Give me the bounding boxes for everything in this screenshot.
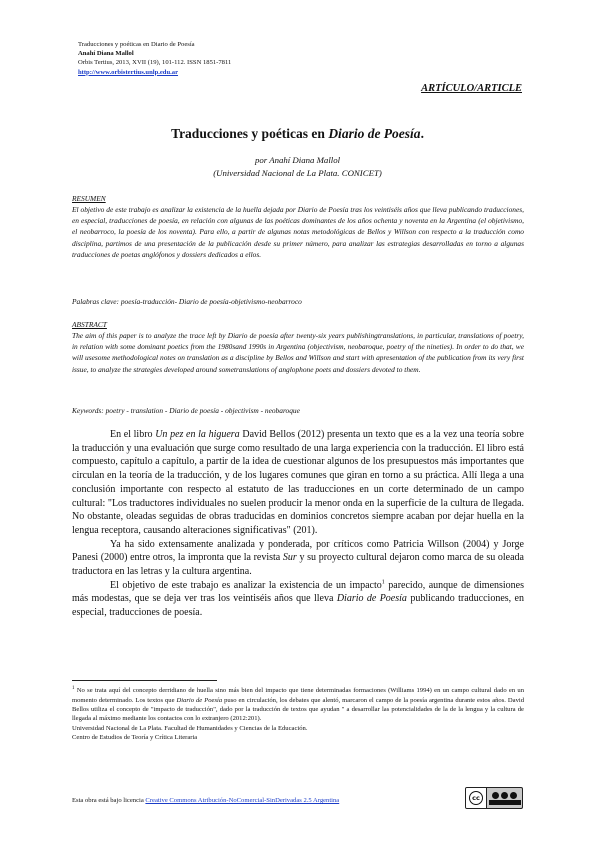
body-paragraph (72, 428, 524, 538)
header-article-title: Traducciones y poéticas en Diario de Poesía (78, 41, 195, 48)
nd-icon (510, 792, 517, 799)
abstract-text: The aim of this paper is to analyze the trace left by Diario de poesía after twenty-six years publishingtranslations, in particular, translations of poetry, in relation with some dominant poetics from the 1980sand 1990s in Argentina (objectivism, neobaroque, poetry of the nineties). In order to do that, we will usesome methodological notes on translation as a discipline by Bellos and Willson and start with apresentation of the publication from its very first issue, to analyze the strategies developed around sometranslations of anglophone poets and dossiers devoted to them. (72, 331, 524, 374)
institution-line: Centro de Estudios de Teoría y Crítica Literaria (72, 734, 198, 742)
footnote (72, 684, 524, 743)
body-text-run: publicando traducciones, en especial, traducciones de poesía. (72, 593, 525, 619)
body-paragraph (72, 538, 524, 579)
cc-terms-bar (489, 800, 521, 805)
author-affiliation: (Universidad Nacional de La Plata. CONICET) (213, 168, 382, 178)
body-paragraph (72, 579, 524, 620)
cc-icon: cc (469, 791, 483, 805)
cc-terms (487, 788, 522, 808)
title-italic: Diario de Poesía (328, 126, 421, 141)
footnote-italic: Diario de Poesía (176, 696, 223, 704)
header-author: Anahí Diana Mallol (78, 50, 134, 58)
abstract-label: ABSTRACT (72, 320, 107, 329)
section-label: ARTÍCULO/ARTICLE (421, 83, 522, 94)
body-text-run: y su proyecto cultural dejaron como marca de su oleada traductora en las letras y la cultura argentina. (72, 552, 524, 578)
cc-terms-icons (492, 792, 517, 799)
license-line (72, 797, 339, 804)
institution-line: Universidad Nacional de La Plata. Facultad de Humanidades y Ciencias de la Educación. (72, 724, 308, 732)
license-link[interactable]: Creative Commons Atribución-NoComercial-SinDerivadas 2.5 Argentina (145, 797, 340, 804)
body-text-run: En el libro (110, 429, 156, 440)
journal-header (78, 40, 231, 77)
author-block (0, 154, 595, 180)
nc-icon (501, 792, 508, 799)
resumen-label: RESUMEN (72, 194, 106, 203)
footnote-divider (72, 680, 217, 681)
footnote-run: No se trata aquí del concepto derridiano de huella sino más bien del impacto que tiene determinadas formaciones (Williams 1994) en un campo cultural dado en un momento determinado. Los textos que (72, 687, 524, 704)
footnote-run: puso en circulación, los debates que alentó, marcaron el campo de la poesía argentina durante estos años. David Bellos utiliza el concepto de "impacto de traducción", dado por la traducción de textos que ayudan " a desarrollar las potencialidades de la de la lengua y la cultura de llegada al máximo mediante los contactos con lo extranjero (2012:201). (72, 696, 524, 723)
header-citation: Orbis Tertius, 2013, XVII (19), 101-112. ISSN 1851-7811 (78, 59, 232, 67)
journal-name: Sur (282, 552, 297, 564)
journal-link[interactable]: http://www.orbistertius.unlp.edu.ar (78, 68, 179, 76)
resumen-text: El objetivo de este trabajo es analizar la existencia de la huella dejada por Diario de Poesía tras los veintiséis años que lleva publicando traducciones, en especial, traducciones de poesía, en relación con algunas de las poéticas dominantes de los años ochenta y noventa en la Argentina (el objetivismo, el neobarroco, la poesía de los noventa). Para ello, a partir de algunas notas metodológicas de Bellos y Willson con respecto a la traducción como disciplina, partimos de una presentación de la publicación desde su primer número, para analizar las estrategias desarrolladas en torno a algunas traducciones de poetas anglófonos y dossiers dedicados a ellos. (72, 205, 524, 259)
title-end: . (420, 126, 424, 141)
title-main: Traducciones y poéticas en (171, 126, 329, 141)
footnote-number: 1 (72, 686, 75, 691)
body-text-run: El objetivo de este trabajo es analizar la existencia de un impacto (110, 579, 382, 591)
footnote-ref[interactable]: 1 (381, 579, 385, 586)
journal-name: Diario de Poesía (336, 593, 407, 605)
author-name: por Anahí Diana Mallol (254, 155, 341, 165)
body-text-run: David Bellos (2012) presenta un texto que es a la vez una teoría sobre la traducción y una evaluación que surge como resultado de una larga experiencia con la traducción. El libro está compuesto, capítulo a capítulo, a partir de la idea de cuestionar algunos de los presupuestos más importantes que circulan en la teoría de la traducción, y de los lugares comunes que giran en torno a su práctica. Allí llega a una conclusión importante con respecto al estatuto de las traducciones en un corte determinado de un campo cultural: "Los traductores individuales no suelen producir la menor onda en la superficie de la cultura de llegada. No obstante, oleadas seguidas de obras traducidas en dominios concretos siempre acaban por dejar huella en la lengua receptora, causando alteraciones significativas" (201). (72, 429, 524, 536)
body-text-run: Ya ha sido extensamente analizada y ponderada, por críticos como Patricia Willson (2004) y Jorge Panesi (2000) entre otros, la impronta que la revista (72, 538, 524, 564)
abstract-keywords: Keywords: poetry - translation - Diario de poesía - objectivism - neobaroque (72, 406, 300, 415)
article-title (0, 126, 595, 142)
cc-logo (466, 788, 487, 808)
cc-license-badge[interactable] (465, 787, 523, 809)
article-body (72, 428, 524, 620)
body-text-run: parecido, aunque de dimensiones más modestas, que se deja ver tras los veintiséis años que lleva (72, 579, 525, 605)
license-prefix: Esta obra está bajo licencia (72, 797, 146, 804)
by-icon (492, 792, 499, 799)
book-title: Un pez en la higuera (155, 429, 240, 440)
footnote-text (72, 684, 524, 724)
resumen-keywords: Palabras clave: poesía-traducción- Diario de poesía-objetivismo-neobarroco (72, 297, 302, 306)
